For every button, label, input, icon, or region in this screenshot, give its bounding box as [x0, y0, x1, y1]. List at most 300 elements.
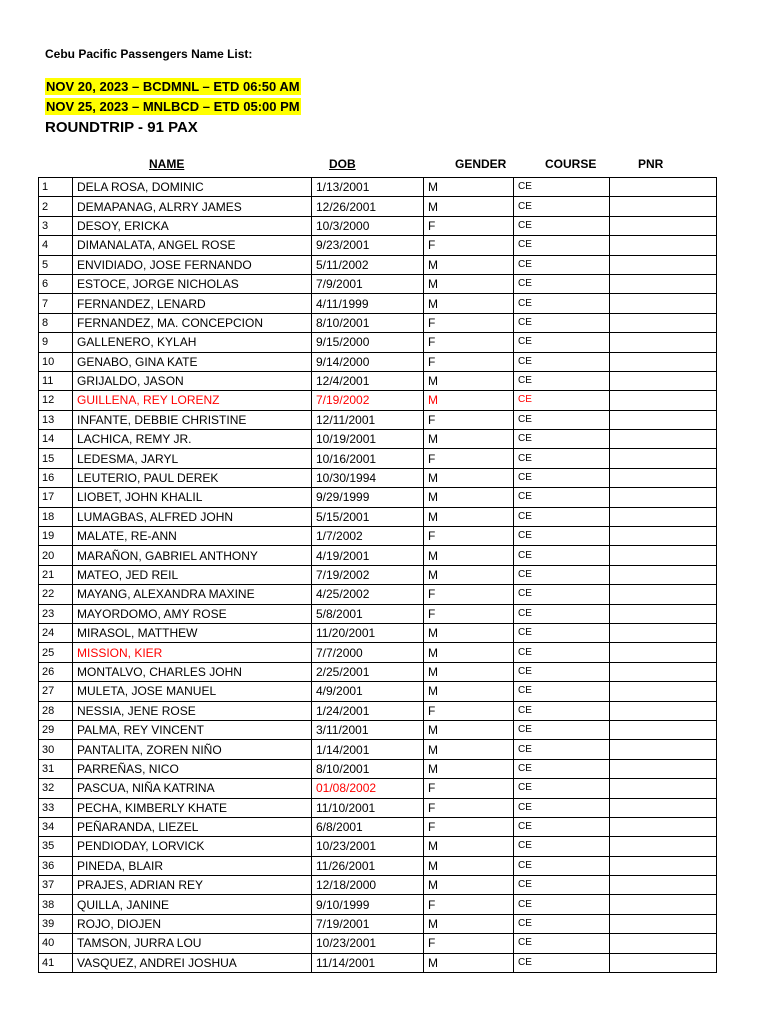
passenger-course: CE	[514, 740, 610, 759]
table-row	[39, 934, 717, 953]
table-row	[39, 953, 717, 972]
row-number: 26	[39, 662, 73, 681]
passenger-gender: M	[424, 546, 514, 565]
passenger-pnr	[610, 934, 717, 953]
passenger-pnr	[610, 527, 717, 546]
passenger-gender: M	[424, 294, 514, 313]
table-row	[39, 817, 717, 836]
passenger-dob: 1/14/2001	[312, 740, 424, 759]
passenger-dob: 8/10/2001	[312, 759, 424, 778]
passenger-gender: F	[424, 313, 514, 332]
passenger-dob: 10/30/1994	[312, 468, 424, 487]
passenger-course: CE	[514, 701, 610, 720]
passenger-name: INFANTE, DEBBIE CHRISTINE	[73, 410, 312, 429]
passenger-gender: M	[424, 914, 514, 933]
pax-count: ROUNDTRIP - 91 PAX	[45, 119, 198, 136]
passenger-dob: 9/29/1999	[312, 488, 424, 507]
passenger-name: NESSIA, JENE ROSE	[73, 701, 312, 720]
passenger-course: CE	[514, 391, 610, 410]
passenger-gender: M	[424, 837, 514, 856]
table-row	[39, 410, 717, 429]
passenger-pnr	[610, 488, 717, 507]
table-row	[39, 720, 717, 739]
row-number: 35	[39, 837, 73, 856]
row-number: 24	[39, 623, 73, 642]
passenger-pnr	[610, 255, 717, 274]
passenger-gender: M	[424, 468, 514, 487]
passenger-name: MAYORDOMO, AMY ROSE	[73, 604, 312, 623]
passenger-gender: M	[424, 682, 514, 701]
passenger-pnr	[610, 856, 717, 875]
passenger-name: PARREÑAS, NICO	[73, 759, 312, 778]
passenger-pnr	[610, 682, 717, 701]
passenger-name: PECHA, KIMBERLY KHATE	[73, 798, 312, 817]
passenger-pnr	[610, 449, 717, 468]
table-row	[39, 585, 717, 604]
column-header-gender: GENDER	[455, 157, 507, 171]
passenger-name: PANTALITA, ZOREN NIÑO	[73, 740, 312, 759]
passenger-dob: 12/11/2001	[312, 410, 424, 429]
passenger-dob: 10/23/2001	[312, 837, 424, 856]
passenger-dob: 1/24/2001	[312, 701, 424, 720]
passenger-gender: F	[424, 895, 514, 914]
passenger-course: CE	[514, 197, 610, 216]
passenger-pnr	[610, 623, 717, 642]
passenger-course: CE	[514, 817, 610, 836]
passenger-course: CE	[514, 333, 610, 352]
passenger-gender: M	[424, 197, 514, 216]
passenger-gender: M	[424, 488, 514, 507]
flight-2-text: NOV 25, 2023 – MNLBCD – ETD 05:00 PM	[46, 99, 300, 114]
passenger-course: CE	[514, 449, 610, 468]
table-row	[39, 449, 717, 468]
column-header-pnr: PNR	[638, 157, 664, 171]
passenger-dob: 10/19/2001	[312, 430, 424, 449]
table-row	[39, 313, 717, 332]
column-header-course: COURSE	[545, 157, 597, 171]
row-number: 11	[39, 371, 73, 390]
table-row	[39, 371, 717, 390]
passenger-gender: M	[424, 759, 514, 778]
table-row	[39, 604, 717, 623]
passenger-gender: M	[424, 643, 514, 662]
passenger-gender: M	[424, 274, 514, 293]
flight-1-line	[45, 78, 301, 96]
passenger-gender: M	[424, 565, 514, 584]
passenger-rows	[39, 178, 717, 973]
passenger-gender: F	[424, 817, 514, 836]
row-number: 7	[39, 294, 73, 313]
passenger-gender: M	[424, 371, 514, 390]
passenger-gender: F	[424, 934, 514, 953]
passenger-name: MONTALVO, CHARLES JOHN	[73, 662, 312, 681]
passenger-pnr	[610, 216, 717, 235]
passenger-dob: 4/11/1999	[312, 294, 424, 313]
passenger-course: CE	[514, 623, 610, 642]
passenger-pnr	[610, 391, 717, 410]
passenger-gender: F	[424, 410, 514, 429]
table-row	[39, 895, 717, 914]
flight-2-line	[45, 98, 301, 116]
passenger-pnr	[610, 876, 717, 895]
passenger-name: ENVIDIADO, JOSE FERNANDO	[73, 255, 312, 274]
passenger-dob: 01/08/2002	[312, 779, 424, 798]
passenger-pnr	[610, 701, 717, 720]
passenger-gender: F	[424, 527, 514, 546]
passenger-gender: M	[424, 430, 514, 449]
passenger-course: CE	[514, 779, 610, 798]
passenger-course: CE	[514, 837, 610, 856]
passenger-gender: M	[424, 255, 514, 274]
passenger-pnr	[610, 565, 717, 584]
row-number: 41	[39, 953, 73, 972]
table-row	[39, 779, 717, 798]
passenger-gender: F	[424, 236, 514, 255]
row-number: 39	[39, 914, 73, 933]
table-row	[39, 468, 717, 487]
passenger-course: CE	[514, 216, 610, 235]
passenger-name: PINEDA, BLAIR	[73, 856, 312, 875]
table-row	[39, 430, 717, 449]
passenger-course: CE	[514, 585, 610, 604]
row-number: 8	[39, 313, 73, 332]
passenger-pnr	[610, 236, 717, 255]
row-number: 2	[39, 197, 73, 216]
passenger-pnr	[610, 720, 717, 739]
passenger-course: CE	[514, 662, 610, 681]
passenger-name: ROJO, DIOJEN	[73, 914, 312, 933]
passenger-gender: M	[424, 740, 514, 759]
row-number: 10	[39, 352, 73, 371]
row-number: 27	[39, 682, 73, 701]
passenger-name: QUILLA, JANINE	[73, 895, 312, 914]
passenger-dob: 7/9/2001	[312, 274, 424, 293]
passenger-dob: 7/19/2002	[312, 565, 424, 584]
passenger-pnr	[610, 274, 717, 293]
passenger-course: CE	[514, 565, 610, 584]
passenger-course: CE	[514, 352, 610, 371]
passenger-gender: F	[424, 779, 514, 798]
passenger-name: GENABO, GINA KATE	[73, 352, 312, 371]
table-row	[39, 837, 717, 856]
passenger-course: CE	[514, 682, 610, 701]
passenger-pnr	[610, 352, 717, 371]
row-number: 12	[39, 391, 73, 410]
passenger-pnr	[610, 294, 717, 313]
passenger-gender: F	[424, 352, 514, 371]
passenger-name: LIOBET, JOHN KHALIL	[73, 488, 312, 507]
passenger-dob: 2/25/2001	[312, 662, 424, 681]
passenger-gender: M	[424, 876, 514, 895]
passenger-course: CE	[514, 313, 610, 332]
table-row	[39, 565, 717, 584]
passenger-dob: 7/19/2002	[312, 391, 424, 410]
passenger-name: LEUTERIO, PAUL DEREK	[73, 468, 312, 487]
passenger-pnr	[610, 953, 717, 972]
passenger-pnr	[610, 546, 717, 565]
passenger-pnr	[610, 507, 717, 526]
passenger-pnr	[610, 604, 717, 623]
passenger-name: PENDIODAY, LORVICK	[73, 837, 312, 856]
passenger-pnr	[610, 837, 717, 856]
passenger-course: CE	[514, 604, 610, 623]
table-row	[39, 914, 717, 933]
passenger-name: PASCUA, NIÑA KATRINA	[73, 779, 312, 798]
passenger-name: PEÑARANDA, LIEZEL	[73, 817, 312, 836]
row-number: 32	[39, 779, 73, 798]
table-row	[39, 488, 717, 507]
row-number: 4	[39, 236, 73, 255]
table-row	[39, 391, 717, 410]
passenger-dob: 1/13/2001	[312, 178, 424, 197]
table-row	[39, 701, 717, 720]
passenger-name: LEDESMA, JARYL	[73, 449, 312, 468]
table-row	[39, 274, 717, 293]
passenger-gender: M	[424, 720, 514, 739]
row-number: 22	[39, 585, 73, 604]
passenger-dob: 8/10/2001	[312, 313, 424, 332]
passenger-pnr	[610, 914, 717, 933]
row-number: 6	[39, 274, 73, 293]
passenger-course: CE	[514, 468, 610, 487]
passenger-course: CE	[514, 236, 610, 255]
document-title: Cebu Pacific Passengers Name List:	[45, 47, 253, 61]
table-row	[39, 197, 717, 216]
passenger-gender: F	[424, 798, 514, 817]
passenger-dob: 3/11/2001	[312, 720, 424, 739]
row-number: 33	[39, 798, 73, 817]
passenger-name: GUILLENA, REY LORENZ	[73, 391, 312, 410]
table-row	[39, 255, 717, 274]
table-row	[39, 178, 717, 197]
passenger-dob: 9/10/1999	[312, 895, 424, 914]
table-row	[39, 546, 717, 565]
passenger-pnr	[610, 430, 717, 449]
row-number: 34	[39, 817, 73, 836]
row-number: 5	[39, 255, 73, 274]
table-row	[39, 352, 717, 371]
row-number: 25	[39, 643, 73, 662]
passenger-course: CE	[514, 876, 610, 895]
passenger-name: DEMAPANAG, ALRRY JAMES	[73, 197, 312, 216]
table-row	[39, 333, 717, 352]
passenger-pnr	[610, 798, 717, 817]
passenger-name: GRIJALDO, JASON	[73, 371, 312, 390]
passenger-dob: 11/20/2001	[312, 623, 424, 642]
passenger-course: CE	[514, 895, 610, 914]
passenger-name: MAYANG, ALEXANDRA MAXINE	[73, 585, 312, 604]
passenger-pnr	[610, 817, 717, 836]
row-number: 37	[39, 876, 73, 895]
passenger-name: TAMSON, JURRA LOU	[73, 934, 312, 953]
passenger-course: CE	[514, 274, 610, 293]
passenger-name: MISSION, KIER	[73, 643, 312, 662]
passenger-name: MULETA, JOSE MANUEL	[73, 682, 312, 701]
row-number: 19	[39, 527, 73, 546]
passenger-course: CE	[514, 430, 610, 449]
passenger-gender: F	[424, 333, 514, 352]
passenger-pnr	[610, 585, 717, 604]
passenger-dob: 9/23/2001	[312, 236, 424, 255]
row-number: 9	[39, 333, 73, 352]
table-row	[39, 507, 717, 526]
passenger-gender: F	[424, 216, 514, 235]
passenger-name: PALMA, REY VINCENT	[73, 720, 312, 739]
passenger-name: DELA ROSA, DOMINIC	[73, 178, 312, 197]
passenger-dob: 11/10/2001	[312, 798, 424, 817]
table-row	[39, 740, 717, 759]
passenger-dob: 10/3/2000	[312, 216, 424, 235]
passenger-course: CE	[514, 255, 610, 274]
passenger-dob: 10/16/2001	[312, 449, 424, 468]
passenger-dob: 10/23/2001	[312, 934, 424, 953]
row-number: 29	[39, 720, 73, 739]
row-number: 18	[39, 507, 73, 526]
passenger-name: GALLENERO, KYLAH	[73, 333, 312, 352]
column-header-dob: DOB	[329, 157, 356, 171]
table-row	[39, 876, 717, 895]
passenger-dob: 7/7/2000	[312, 643, 424, 662]
row-number: 14	[39, 430, 73, 449]
passenger-dob: 9/14/2000	[312, 352, 424, 371]
passenger-table	[38, 177, 717, 973]
row-number: 15	[39, 449, 73, 468]
passenger-dob: 4/25/2002	[312, 585, 424, 604]
passenger-name: LUMAGBAS, ALFRED JOHN	[73, 507, 312, 526]
table-row	[39, 856, 717, 875]
passenger-dob: 12/18/2000	[312, 876, 424, 895]
row-number: 13	[39, 410, 73, 429]
passenger-name: FERNANDEZ, MA. CONCEPCION	[73, 313, 312, 332]
passenger-name: VASQUEZ, ANDREI JOSHUA	[73, 953, 312, 972]
row-number: 23	[39, 604, 73, 623]
passenger-course: CE	[514, 294, 610, 313]
passenger-name: MALATE, RE-ANN	[73, 527, 312, 546]
passenger-pnr	[610, 662, 717, 681]
passenger-pnr	[610, 740, 717, 759]
table-row	[39, 798, 717, 817]
row-number: 31	[39, 759, 73, 778]
passenger-gender: M	[424, 856, 514, 875]
table-row	[39, 294, 717, 313]
passenger-pnr	[610, 197, 717, 216]
passenger-course: CE	[514, 720, 610, 739]
passenger-gender: M	[424, 662, 514, 681]
flight-1-text: NOV 20, 2023 – BCDMNL – ETD 06:50 AM	[46, 79, 300, 94]
passenger-name: LACHICA, REMY JR.	[73, 430, 312, 449]
passenger-gender: F	[424, 604, 514, 623]
passenger-course: CE	[514, 507, 610, 526]
passenger-name: ESTOCE, JORGE NICHOLAS	[73, 274, 312, 293]
passenger-course: CE	[514, 546, 610, 565]
row-number: 38	[39, 895, 73, 914]
passenger-gender: F	[424, 585, 514, 604]
row-number: 36	[39, 856, 73, 875]
passenger-name: FERNANDEZ, LENARD	[73, 294, 312, 313]
passenger-pnr	[610, 895, 717, 914]
passenger-pnr	[610, 410, 717, 429]
passenger-dob: 4/19/2001	[312, 546, 424, 565]
passenger-dob: 5/8/2001	[312, 604, 424, 623]
passenger-dob: 12/4/2001	[312, 371, 424, 390]
passenger-name: MIRASOL, MATTHEW	[73, 623, 312, 642]
row-number: 21	[39, 565, 73, 584]
passenger-gender: M	[424, 953, 514, 972]
row-number: 16	[39, 468, 73, 487]
row-number: 40	[39, 934, 73, 953]
table-row	[39, 643, 717, 662]
table-row	[39, 759, 717, 778]
table-row	[39, 216, 717, 235]
passenger-name: MARAÑON, GABRIEL ANTHONY	[73, 546, 312, 565]
passenger-pnr	[610, 643, 717, 662]
passenger-pnr	[610, 313, 717, 332]
table-row	[39, 623, 717, 642]
passenger-pnr	[610, 468, 717, 487]
passenger-course: CE	[514, 934, 610, 953]
passenger-course: CE	[514, 759, 610, 778]
table-row	[39, 682, 717, 701]
passenger-dob: 5/11/2002	[312, 255, 424, 274]
passenger-gender: M	[424, 623, 514, 642]
passenger-course: CE	[514, 798, 610, 817]
passenger-course: CE	[514, 914, 610, 933]
passenger-dob: 11/26/2001	[312, 856, 424, 875]
passenger-course: CE	[514, 527, 610, 546]
passenger-course: CE	[514, 410, 610, 429]
passenger-course: CE	[514, 178, 610, 197]
passenger-course: CE	[514, 643, 610, 662]
row-number: 1	[39, 178, 73, 197]
passenger-name: MATEO, JED REIL	[73, 565, 312, 584]
passenger-dob: 1/7/2002	[312, 527, 424, 546]
passenger-dob: 6/8/2001	[312, 817, 424, 836]
passenger-course: CE	[514, 953, 610, 972]
passenger-pnr	[610, 178, 717, 197]
passenger-gender: F	[424, 701, 514, 720]
column-header-name: NAME	[149, 157, 185, 171]
passenger-dob: 12/26/2001	[312, 197, 424, 216]
passenger-gender: M	[424, 178, 514, 197]
passenger-dob: 7/19/2001	[312, 914, 424, 933]
row-number: 30	[39, 740, 73, 759]
passenger-pnr	[610, 333, 717, 352]
passenger-pnr	[610, 779, 717, 798]
passenger-name: DIMANALATA, ANGEL ROSE	[73, 236, 312, 255]
row-number: 20	[39, 546, 73, 565]
row-number: 17	[39, 488, 73, 507]
passenger-course: CE	[514, 371, 610, 390]
table-row	[39, 527, 717, 546]
passenger-gender: M	[424, 507, 514, 526]
passenger-course: CE	[514, 488, 610, 507]
passenger-pnr	[610, 371, 717, 390]
passenger-name: DESOY, ERICKA	[73, 216, 312, 235]
table-row	[39, 236, 717, 255]
row-number: 3	[39, 216, 73, 235]
table-row	[39, 662, 717, 681]
passenger-dob: 4/9/2001	[312, 682, 424, 701]
passenger-name: PRAJES, ADRIAN REY	[73, 876, 312, 895]
row-number: 28	[39, 701, 73, 720]
passenger-dob: 9/15/2000	[312, 333, 424, 352]
passenger-dob: 5/15/2001	[312, 507, 424, 526]
passenger-gender: F	[424, 449, 514, 468]
passenger-gender: M	[424, 391, 514, 410]
passenger-pnr	[610, 759, 717, 778]
passenger-course: CE	[514, 856, 610, 875]
passenger-dob: 11/14/2001	[312, 953, 424, 972]
